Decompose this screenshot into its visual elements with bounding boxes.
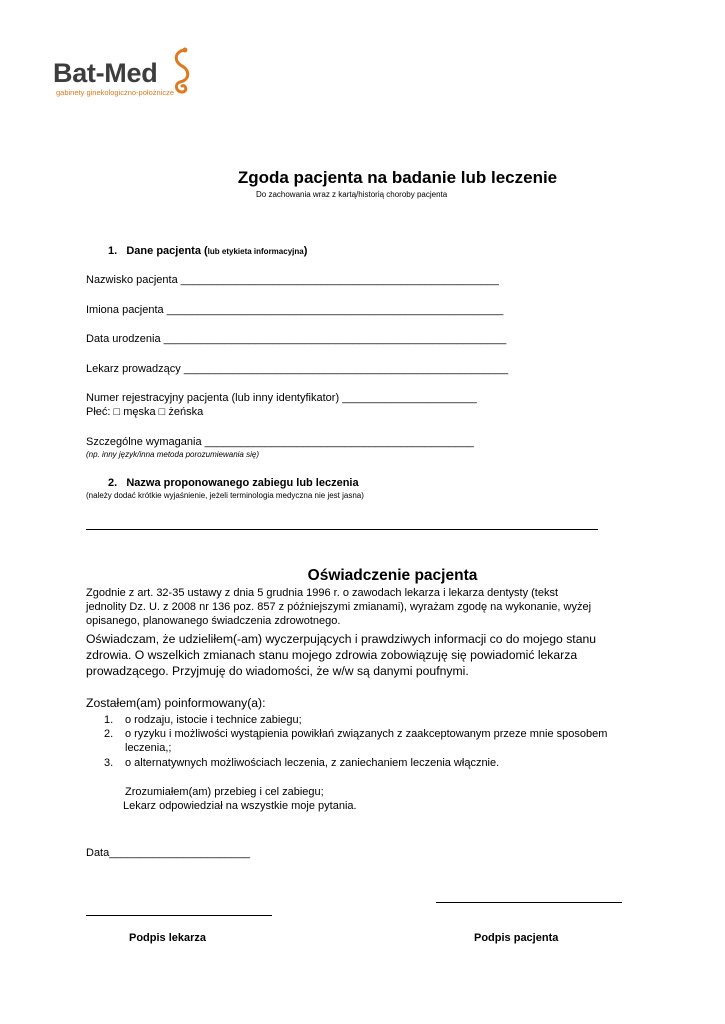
list-item: o ryzyku i możliwości wystąpienia powikłań związanych z zaakceptowanym przeze mnie sposobem: [125, 728, 608, 740]
statement-paragraph-2: [86, 631, 596, 679]
answered-line: Lekarz odpowiedział na wszystkie moje pytania.: [123, 800, 357, 812]
section1-title: Dane pacjenta (: [126, 245, 208, 257]
list-item: o rodzaju, istocie i technice zabiegu;: [125, 714, 302, 726]
understood-line: Zrozumiałem(am) przebieg i cel zabiegu;: [125, 786, 324, 798]
doctor-field[interactable]: Lekarz prowadzący _____________________________________________________: [86, 363, 509, 375]
special-requirements-field[interactable]: Szczególne wymagania ____________________________________________: [86, 436, 474, 448]
statement-heading: Oświadczenie pacjenta: [307, 567, 478, 584]
first-names-field[interactable]: Imiona pacjenta _______________________________________________________: [86, 304, 504, 316]
informed-label: Zostałem(am) poinformowany(a):: [86, 696, 266, 710]
statement-p1-line: Zgodnie z art. 32-35 ustawy z dnia 5 grudnia 1996 r. o zawodach lekarza i lekarza dentysty (tekst: [86, 587, 559, 599]
section1-number: 1.: [108, 245, 118, 257]
section2-title: Nazwa proponowanego zabiegu lub leczenia: [126, 477, 359, 489]
section1-heading: [108, 245, 307, 257]
list-item: o alternatywnych możliwościach leczenia, z zaniechaniem leczenia włącznie.: [125, 757, 500, 769]
statement-p2-line: zdrowia. O wszelkich zmianach stanu mojego zdrowia zobowiązuję się powiadomić lekarza: [86, 648, 578, 662]
list-item-number: 2.: [104, 728, 114, 740]
doctor-signature-line[interactable]: [86, 915, 272, 916]
logo-tagline: gabinety ginekologiczno-położnicze: [56, 88, 174, 97]
list-item-number: 1.: [104, 714, 114, 726]
birth-date-field[interactable]: Data urodzenia ________________________________________________________: [86, 333, 507, 345]
special-requirements-note: (np. inny język/inna metoda porozumiewania się): [86, 450, 259, 459]
page-title: Zgoda pacjenta na badanie lub leczenie: [237, 168, 558, 187]
reg-number-field[interactable]: Numer rejestracyjny pacjenta (lub inny identyfikator) ______________________: [86, 392, 477, 404]
page-subtitle: Do zachowania wraz z kartą/historią choroby pacjenta: [256, 190, 448, 199]
list-item-number: 3.: [104, 757, 114, 769]
logo-name: Bat-Med: [53, 58, 158, 88]
section2-note: (należy dodać krótkie wyjaśnienie, jeżeli terminologia medyczna nie jest jasna): [86, 491, 364, 500]
patient-signature-line[interactable]: [436, 902, 622, 903]
statement-paragraph-1: [86, 586, 591, 628]
statement-p1-line: jednolity Dz. U. z 2008 nr 136 poz. 857 z późniejszymi zmianami), wyrażam zgodę na wykonanie, wyżej: [86, 601, 592, 613]
list-item-continuation: leczenia,;: [125, 742, 172, 754]
statement-p1-line: opisanego, planowanego świadczenia zdrowotnego.: [86, 615, 341, 627]
patient-signature-label: Podpis pacjenta: [474, 932, 559, 944]
logo-swirl-icon: [170, 46, 194, 104]
procedure-input-line[interactable]: [86, 529, 598, 530]
doctor-signature-label: Podpis lekarza: [129, 932, 207, 944]
surname-field[interactable]: Nazwisko pacjenta ____________________________________________________: [86, 274, 499, 286]
section1-title-end: ): [303, 245, 308, 257]
section2-heading: [108, 477, 359, 489]
statement-p2-line: Oświadczam, że udzieliłem(-am) wyczerpujących i prawdziwych informacji co do mojego stanu: [86, 632, 597, 646]
section2-number: 2.: [108, 477, 118, 489]
date-field[interactable]: Data_______________________: [86, 847, 250, 859]
statement-p2-line: prowadzącego. Przyjmuję do wiadomości, że w/w są danymi poufnymi.: [86, 664, 469, 678]
section1-title-small: lub etykieta informacyjna: [207, 247, 304, 256]
sex-field[interactable]: Płeć: □ męska □ żeńska: [86, 406, 204, 418]
